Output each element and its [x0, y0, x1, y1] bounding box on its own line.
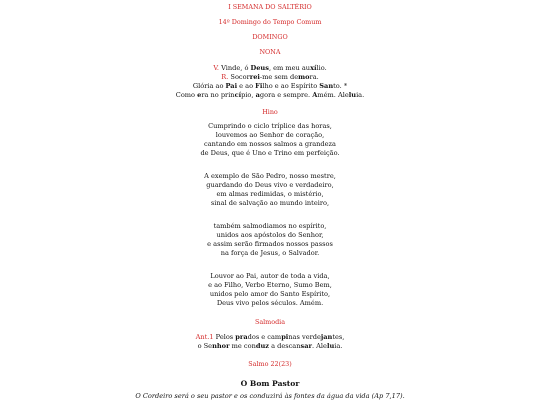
gloria-stress: Fi — [255, 82, 263, 90]
antiphon-text: . Ale — [311, 342, 327, 350]
response-mark: R. — [221, 73, 229, 81]
antiphon-text: ia. — [334, 342, 343, 350]
versicle-stress: Deus — [250, 64, 269, 72]
hymn-line: guardando do Deus vivo e verdadeiro, — [206, 181, 334, 189]
hymn-line: A exemplo de São Pedro, nosso mestre, — [204, 172, 336, 180]
hymn-line: na força de Jesus, o Salvador. — [220, 249, 320, 257]
response-line — [0, 73, 540, 81]
versicle-line — [0, 64, 540, 72]
response-text: Socor — [228, 73, 250, 81]
gloria-line — [0, 82, 540, 90]
hymn-line: Louvor ao Pai, autor de toda a vida, — [210, 272, 330, 280]
hymn-line: e ao Filho, Verbo Eterno, Sumo Bem, — [208, 281, 332, 289]
versicle-stress: xí — [310, 64, 317, 72]
hymn-line: Deus vivo pelos séculos. Amém. — [216, 299, 324, 307]
antiphon-text: o Se — [197, 342, 213, 350]
hymn-line: Cumprindo o ciclo tríplice das horas, — [208, 122, 332, 130]
hymn-line: e assim serão firmados nossos passos — [207, 240, 333, 248]
versicle-mark: V. — [213, 64, 220, 72]
sicut-text: Como — [175, 91, 198, 99]
hymn-line: unidos pelo amor do Santo Espírito, — [209, 290, 331, 298]
hymn-line: cantando em nossos salmos a grandeza — [204, 140, 336, 148]
hymn-line: louvemos ao Senhor de coração, — [215, 131, 325, 139]
antiphon-stress: jan — [320, 333, 333, 341]
antiphon-text: Pelos — [213, 333, 236, 341]
versicle-text: Vinde, ó — [219, 64, 251, 72]
psalm-title: O Bom Pastor — [240, 379, 300, 388]
hymn-line: sinal de salvação ao mundo inteiro, — [210, 199, 330, 207]
hymn-line: de Deus, que é Uno e Trino em perfeição. — [200, 149, 340, 157]
antiphon-text: me con — [229, 342, 256, 350]
hymn-line: também salmodiamos no espírito, — [213, 222, 327, 230]
antiphon-stress: sar — [300, 342, 312, 350]
sunday-heading: 14º Domingo do Tempo Comum — [218, 18, 322, 26]
antiphon-line — [0, 333, 540, 341]
sicut-stress: cí — [234, 91, 242, 99]
response-text: ra. — [309, 73, 319, 81]
sicut-line — [0, 91, 540, 99]
gloria-text: to. * — [333, 82, 348, 90]
versicle-text: , em meu au — [268, 64, 311, 72]
sicut-stress: lu — [348, 91, 357, 99]
gloria-stress: Pai — [225, 82, 238, 90]
hymn-heading: Hino — [262, 108, 278, 116]
antiphon-stress: pra — [235, 333, 248, 341]
sicut-text: ra no prin — [201, 91, 235, 99]
response-stress: mo — [298, 73, 310, 81]
sicut-stress: a — [255, 91, 260, 99]
antiphon-stress: lu — [326, 342, 335, 350]
antiphon-text: a descan — [268, 342, 301, 350]
antiphon-stress: pi — [281, 333, 289, 341]
gloria-text: e ao — [237, 82, 256, 90]
antiphon-line — [0, 342, 540, 350]
sicut-text: pio, — [241, 91, 256, 99]
response-stress: rei — [249, 73, 260, 81]
antiphon-mark: Ant.1 — [195, 333, 214, 341]
sicut-stress: A — [312, 91, 318, 99]
sicut-stress: e — [197, 91, 202, 99]
sicut-text: mém. Ale — [317, 91, 349, 99]
psalm-epigraph: O Cordeiro será o seu pastor e os conduzirá às fontes da água da vida (Ap 7,17). — [135, 392, 405, 400]
antiphon-text: nas verde — [288, 333, 321, 341]
sicut-text: gora e sempre. — [259, 91, 313, 99]
gloria-text: Glória ao — [192, 82, 226, 90]
antiphon-text: dos e cam — [247, 333, 282, 341]
response-text: -me sem de — [259, 73, 299, 81]
versicle-text: lio. — [316, 64, 327, 72]
psalmody-heading: Salmodia — [254, 318, 286, 326]
day-heading: DOMINGO — [252, 33, 288, 41]
hymn-line: unidos aos apóstolos do Senhor, — [216, 231, 324, 239]
antiphon-text: tes, — [332, 333, 345, 341]
antiphon-stress: duz — [255, 342, 269, 350]
psalm-number: Salmo 22(23) — [248, 360, 292, 368]
hour-heading: NONA — [259, 48, 281, 56]
antiphon-stress: nhor — [212, 342, 230, 350]
gloria-stress: San — [319, 82, 334, 90]
week-heading: I SEMANA DO SALTÉRIO — [228, 3, 312, 11]
gloria-text: lho e ao Espírito — [262, 82, 320, 90]
hymn-line: em almas redimidas, o mistério, — [216, 190, 324, 198]
sicut-text: ia. — [356, 91, 365, 99]
